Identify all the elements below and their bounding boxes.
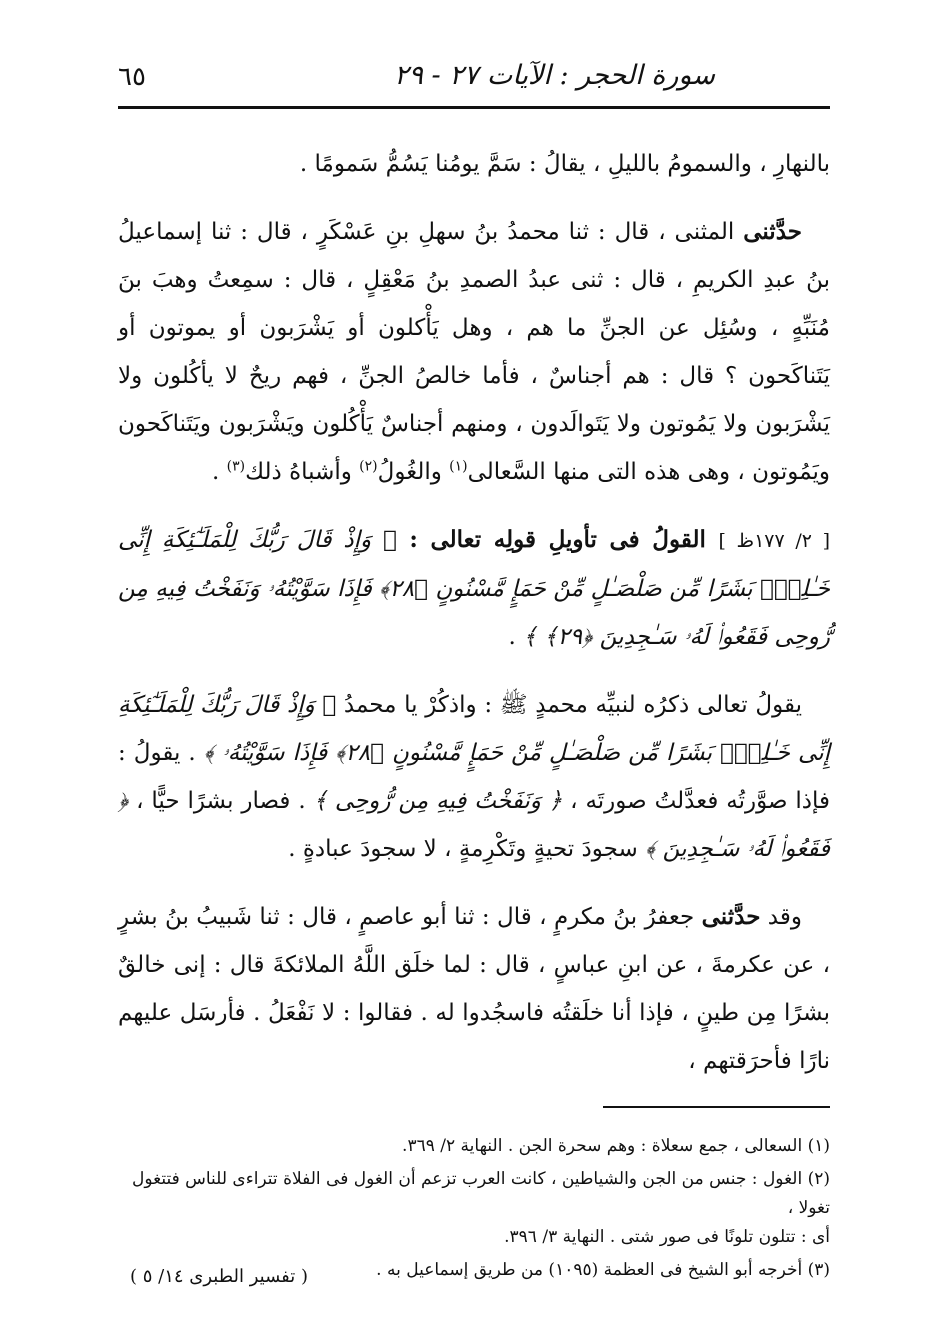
- paragraph-1: [118, 140, 830, 188]
- footnote-1-text: (١) السعالى ، جمع سعلاة : وهم سحرة الجن . النهاية ٢/ ٣٦٩.: [402, 1136, 830, 1156]
- footnote-3-text: (٣) أخرجه أبو الشيخ فى العظمة (١٠٩٥) من طريق إسماعيل به .: [376, 1260, 830, 1280]
- paragraph-4-text-2: . يقولُ : فإذا صوَّرتُه فعدَّلتُ صورتَه ،: [118, 740, 831, 814]
- footnote-1: [118, 1132, 830, 1161]
- paragraph-2-text-3: وأشباهُ ذلك: [245, 459, 360, 485]
- paragraph-2-text: المثنى ، قال : ثنا محمدُ بنُ سهلِ بنِ عَسْكَرٍ ، قال : ثنا إسماعيلُ بنُ عبدِ الكريمِ ، قال : ثنى عبدُ الصمدِ بنُ مَعْقِلٍ ، قال : سمِعتُ وهبَ بنَ مُنَبِّهٍ ، وسُئِل عن الجنِّ ما هم ، وهل يَأْكلون أو يَشْرَبون أو يموتون أو يَتَناكَحون ؟ قال : هم أجناسٌ ، فأما خالصُ الجنِّ ، فهم ريحٌ لا يأكُلون ولا يَشْرَبون ولا يَمُوتون ولا يَتَوالَدون ، ومنهم أجناسٌ يَأْكُلون ويَشْرَبون ويَتَناكَحون ويَمُوتون ، وهى هذه التى منها السَّعالى: [118, 219, 830, 485]
- paragraph-5-text: جعفرُ بنُ مكرمٍ ، قال : ثنا أبو عاصمٍ ، قال : ثنا شَبيبُ بنُ بشرٍ ، عن عكرمةَ ، عن ابنِ عباسٍ ، قال : لما خلَق اللَّهُ الملائكةَ قال : إنى خالقٌ بشرًا مِن طينٍ ، فإذا أنا خلَقتُه فاسجُدوا له . فقالوا : لا نَفْعَلُ . فأرسَل عليهم نارًا فأحرَقتهم ،: [118, 904, 830, 1074]
- paragraph-4: [118, 681, 830, 873]
- paragraph-1-text: بالنهارِ ، والسمومُ بالليلِ ، يقالُ : سَمَّ يومُنا يَسُمُّ سَمومًا .: [299, 151, 830, 177]
- paragraph-2-text-4: .: [212, 459, 227, 485]
- hadith-lead: حدَّثنى: [743, 218, 802, 245]
- quran-quote-2: ﴿ وَنَفَخْتُ فِيهِ مِن رُّوحِى ﴾: [313, 788, 563, 814]
- paragraph-5: [118, 893, 830, 1085]
- paragraph-4-text-3: . فصار بشرًا حيًّا ،: [128, 788, 314, 814]
- header-rule: [118, 106, 830, 109]
- quran-verse: ﴿ وَإِذْ قَالَ رَبُّكَ لِلْمَلَـٰٓئِكَةِ إِنِّى خَـٰلِقٌۢ بَشَرًا مِّن صَلْصَـٰلٍ مِّنْ حَمَإٍ مَّسْنُونٍ ﴿٢٨﴾ فَإِذَا سَوَّيْتُهُۥ وَنَفَخْتُ فِيهِ مِن رُّوحِى فَقَعُوا۟ لَهُۥ سَـٰجِدِينَ ﴿٢٩﴾ ﴾: [118, 527, 830, 650]
- paragraph-4-text: يقولُ تعالى ذكرُه لنبيِّه محمدٍ ﷺ : واذكُرْ يا محمدُ: [336, 692, 802, 718]
- paragraph-2: [118, 208, 830, 496]
- footnote-2: [118, 1165, 830, 1252]
- footnote-marker-2[interactable]: (٢): [359, 458, 378, 475]
- hadith-lead-2: حدَّثنى: [701, 903, 761, 930]
- footnote-2-continuation: أى : تتلون تلونًا فى صور شتى . النهاية ٣/ ٣٩٦.: [504, 1227, 830, 1247]
- paragraph-5-pre: وقد: [760, 904, 802, 930]
- manuscript-ref: [ ٢/ ١٧٧ظ ]: [718, 530, 830, 552]
- footnote-rule: [603, 1106, 830, 1108]
- quran-quote-1: ﴿ وَإِذْ قَالَ رَبُّكَ لِلْمَلَـٰٓئِكَةِ إِنِّى خَـٰلِقٌۢ بَشَرًا مِّن صَلْصَـٰلٍ مِّنْ حَمَإٍ مَّسْنُونٍ ﴿٢٨﴾ فَإِذَا سَوَّيْتُهُۥ ﴾: [118, 692, 830, 766]
- page-number: ٦٥: [118, 62, 146, 92]
- running-header: [118, 58, 830, 98]
- footnote-marker-3[interactable]: (٣): [226, 458, 246, 475]
- quran-quote-3: ﴿ فَقَعُوا۟ لَهُۥ سَـٰجِدِينَ ﴾: [118, 788, 830, 862]
- paragraph-4-text-4: سجودَ تحيةٍ وتَكْرِمةٍ ، لا سجودَ عبادةٍ .: [288, 836, 646, 862]
- paragraph-3: [118, 516, 830, 661]
- main-text: [118, 140, 830, 1105]
- header-title: سورة الحجر : الآيات ٢٧ - ٢٩: [393, 60, 715, 91]
- volume-signature: ( تفسير الطبرى ١٤/ ٥ ): [130, 1266, 308, 1287]
- section-heading: القولُ فى تأويلِ قولِه تعالى :: [396, 526, 719, 553]
- paragraph-2-text-2: والغُولُ: [377, 459, 450, 485]
- footnote-2-text: (٢) الغول : جنس من الجن والشياطين ، كانت العرب تزعم أن الغول فى الفلاة تتراءى للناس فتتغول تغولا ،: [132, 1169, 830, 1218]
- footnote-marker-1[interactable]: (١): [449, 458, 468, 475]
- paragraph-3-end: .: [508, 624, 524, 650]
